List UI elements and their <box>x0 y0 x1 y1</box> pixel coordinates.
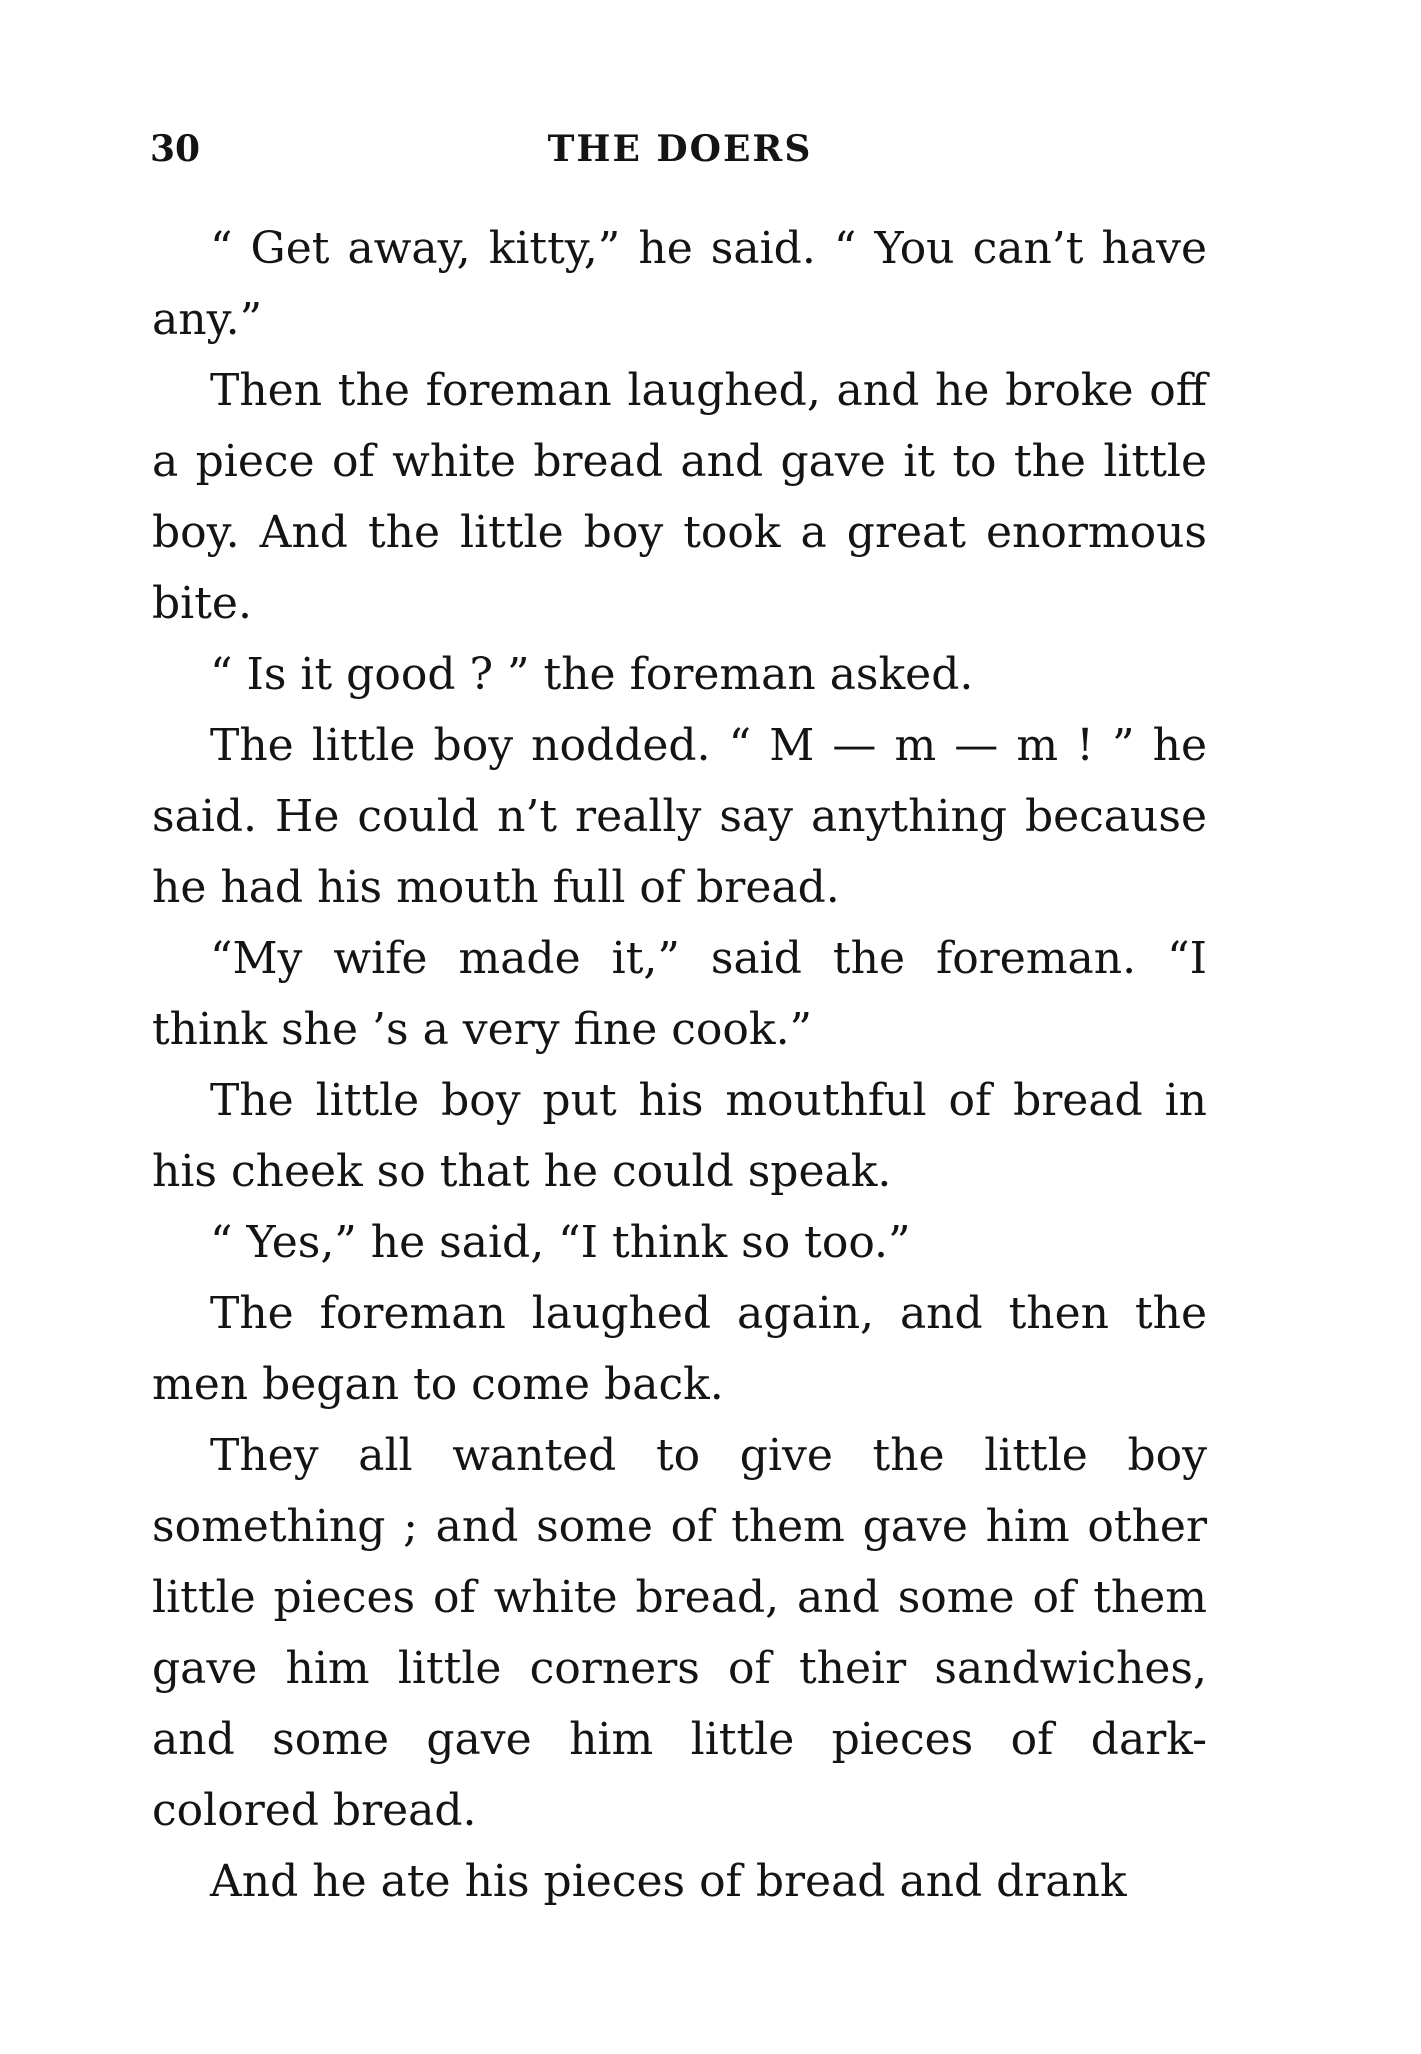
paragraph: And he ate his pieces of bread and drank <box>210 1856 1127 1907</box>
paragraph: “ Get away, kitty,” he said. “ You can’t have any.” <box>152 223 1207 345</box>
body-text <box>152 213 1207 1917</box>
running-head: THE DOERS <box>547 128 813 170</box>
paragraph: “My wife made it,” said the foreman. “I think she ’s a very fine cook.” <box>152 933 1207 1055</box>
paragraph: Then the foreman laughed, and he broke off a piece of white bread and gave it to the little boy. And the little boy took a great enormous bite. <box>152 365 1207 629</box>
paragraph: “ Is it good ? ” the foreman asked. <box>210 649 974 700</box>
page-header <box>150 128 1210 188</box>
paragraph: They all wanted to give the little boy something ; and some of them gave him other little pieces of white bread, and some of them gave him little corners of their sandwiches, and some gave him little pieces of dark-colored bread. <box>152 1430 1207 1836</box>
page-number: 30 <box>150 128 201 170</box>
paragraph: The little boy nodded. “ M — m — m ! ” he said. He could n’t really say anything because he had his mouth full of bread. <box>152 720 1207 913</box>
paragraph: The foreman laughed again, and then the men began to come back. <box>152 1288 1207 1410</box>
paragraph: The little boy put his mouthful of bread in his cheek so that he could speak. <box>152 1075 1207 1197</box>
paragraph: “ Yes,” he said, “I think so too.” <box>210 1217 911 1268</box>
